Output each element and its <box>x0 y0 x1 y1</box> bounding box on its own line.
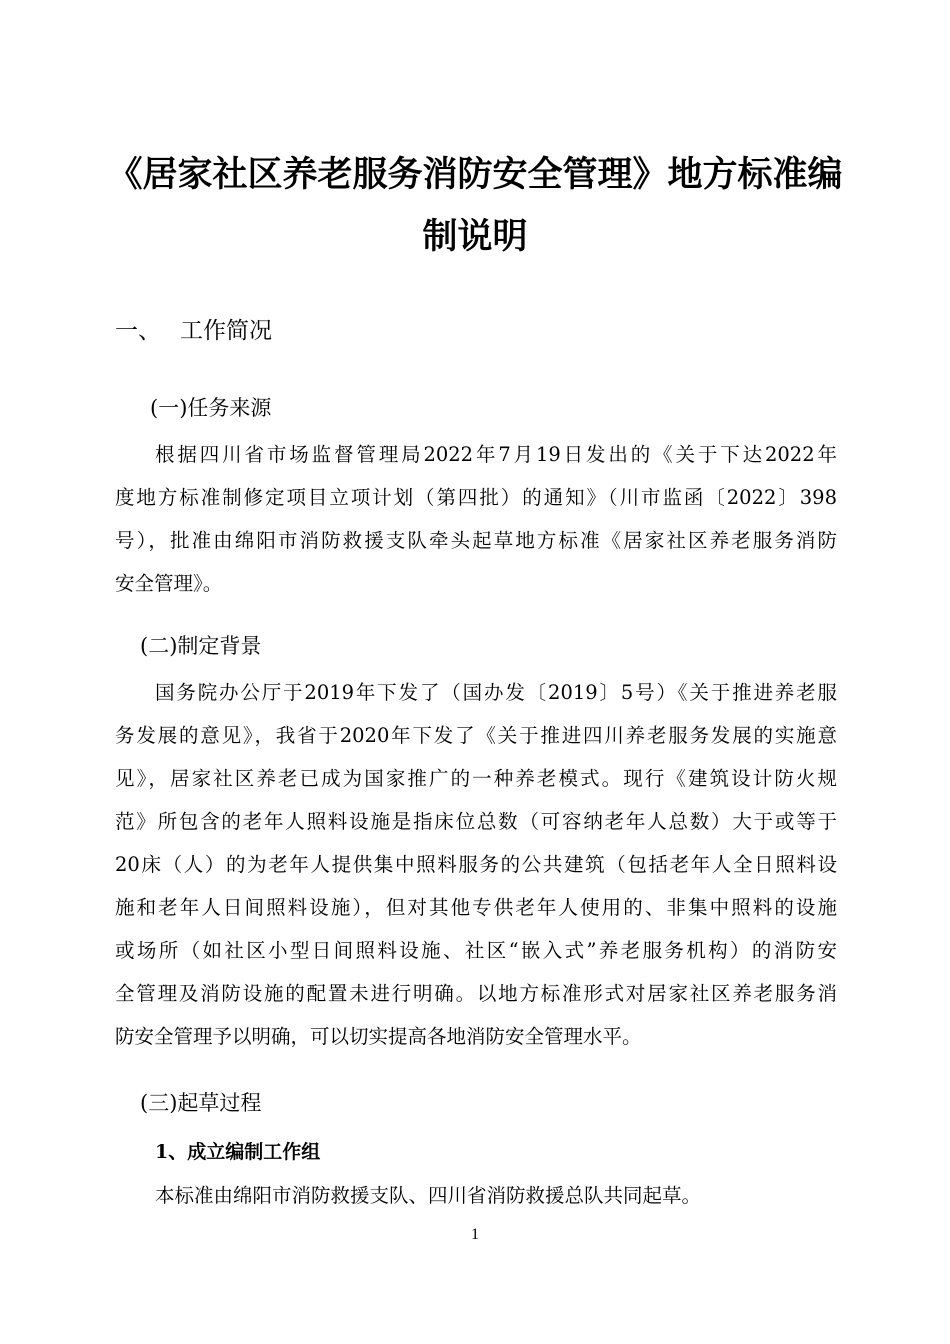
paragraph-line: 本标准由绵阳市消防救援支队、四川省消防救援总队共同起草。 <box>155 1184 702 1207</box>
paragraph-line: 全管理及消防设施的配置未进行明确。以地方标准形式对居家社区养老服务消 <box>115 982 837 1005</box>
paragraph-line: 见》，居家社区养老已成为国家推广的一种养老模式。现行《建筑设计防火规 <box>115 767 837 790</box>
paragraph-line: 度地方标准制修定项目立项计划（第四批）的通知》（川市监函〔2022〕398 <box>115 486 837 509</box>
paragraph-line: 根据四川省市场监督管理局2022年7月19日发出的《关于下达2022年 <box>155 443 837 466</box>
paragraph-line: 范》所包含的老年人照料设施是指床位总数（可容纳老年人总数）大于或等于 <box>115 810 837 833</box>
subsection-heading-2: (二)制定背景 <box>140 634 262 658</box>
item-heading: 1、成立编制工作组 <box>155 1141 321 1163</box>
paragraph-line: 施和老年人日间照料设施），但对其他专供老年人使用的、非集中照料的设施 <box>115 896 837 919</box>
paragraph-line: 安全管理》。 <box>115 572 223 595</box>
section-title: 工作简况 <box>180 318 272 344</box>
section-heading <box>115 316 272 346</box>
subsection-heading-1: (一)任务来源 <box>150 396 272 420</box>
paragraph-line: 或场所（如社区小型日间照料设施、社区“嵌入式”养老服务机构）的消防安 <box>115 939 837 962</box>
paragraph-line: 务发展的意见》，我省于2020年下发了《关于推进四川养老服务发展的实施意 <box>115 724 837 747</box>
subsection-heading-3: (三)起草过程 <box>140 1091 262 1115</box>
page-number: 1 <box>471 1226 479 1243</box>
document-title-line1: 《居家社区养老服务消防安全管理》地方标准编 <box>107 154 843 195</box>
paragraph-line: 国务院办公厅于2019年下发了（国办发〔2019〕5号）《关于推进养老服 <box>155 681 837 704</box>
paragraph-line: 防安全管理予以明确，可以切实提高各地消防安全管理水平。 <box>115 1025 642 1048</box>
paragraph-line: 20床（人）的为老年人提供集中照料服务的公共建筑（包括老年人全日照料设 <box>115 853 837 876</box>
paragraph-line: 号），批准由绵阳市消防救援支队牵头起草地方标准《居家社区养老服务消防 <box>115 529 837 552</box>
section-number: 一、 <box>115 318 161 344</box>
document-title-line2: 制说明 <box>422 216 528 257</box>
